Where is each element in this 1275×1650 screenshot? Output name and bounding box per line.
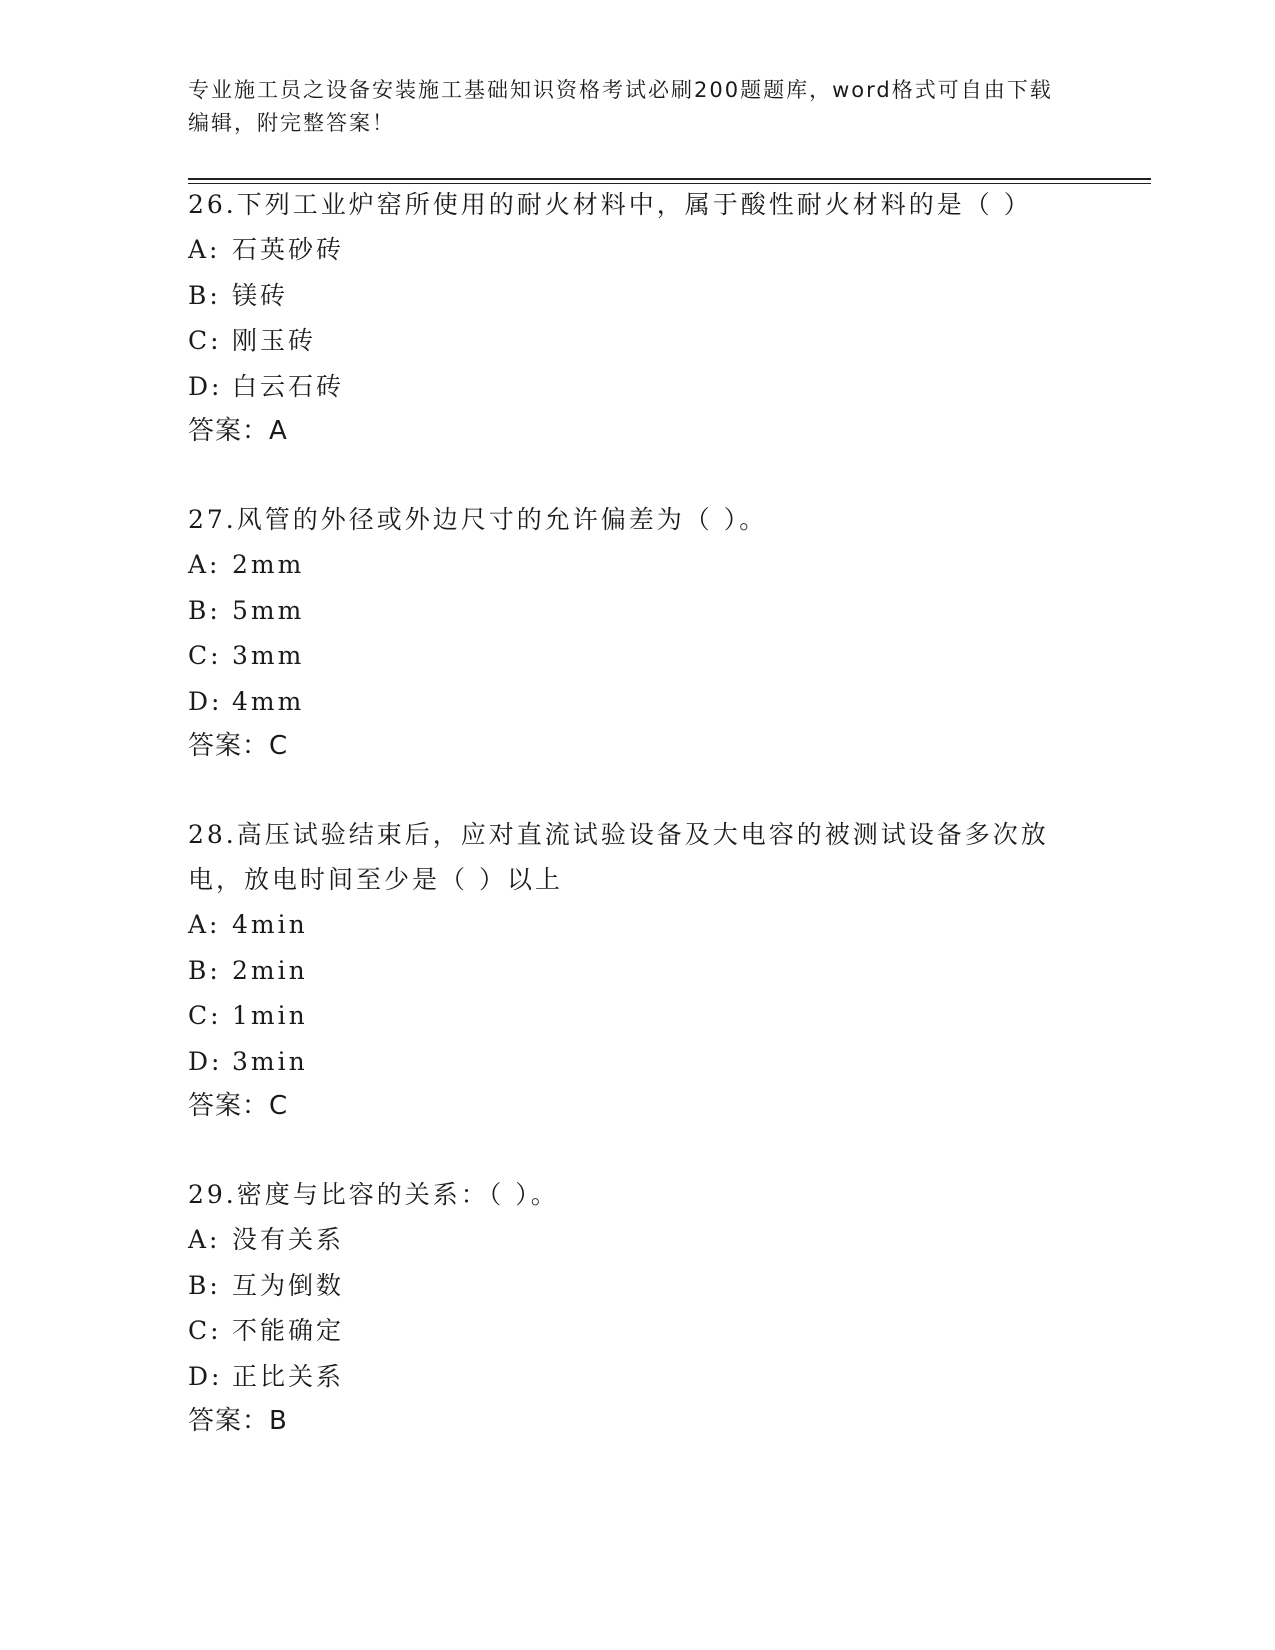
option-key: C: [188,1316,222,1345]
option-text: 不能确定 [232,1316,345,1345]
option-key: B: [188,1270,221,1300]
option-key: D: [188,371,223,401]
option-d [188,364,1088,410]
option-b [188,1263,1088,1309]
option-a [188,227,1088,273]
question-stem: 28.高压试验结束后，应对直流试验设备及大电容的被测试设备多次放电，放电时间至少是（ ）以上 [188,820,1049,894]
option-key: C: [188,641,222,670]
option-key: D: [188,1046,223,1076]
option-a [188,1217,1088,1263]
option-key: A: [188,910,221,939]
option-c [188,993,1088,1039]
option-key: C: [188,1001,222,1030]
option-text: 石英砂砖 [232,235,345,264]
header-rule-thick [188,178,1151,180]
option-text: 刚玉砖 [232,326,317,355]
question-27 [188,497,1088,769]
option-d [188,1354,1088,1400]
option-text: 5mm [232,595,305,625]
option-text: 3min [232,1046,308,1076]
answer-line: 答案：B [188,1406,288,1436]
option-key: B: [188,595,221,625]
option-key: D: [188,1361,223,1391]
option-key: B: [188,280,221,310]
option-text: 2min [232,955,308,985]
option-key: A: [188,235,221,264]
option-a [188,902,1088,948]
option-text: 互为倒数 [232,1270,345,1300]
option-key: A: [188,550,221,579]
option-b [188,948,1088,994]
question-stem: 26.下列工业炉窑所使用的耐火材料中，属于酸性耐火材料的是（ ） [188,190,1032,219]
option-c [188,1308,1088,1354]
option-c [188,633,1088,679]
option-text: 2mm [232,550,305,579]
option-text: 3mm [232,641,305,670]
option-text: 1min [232,1001,308,1030]
option-b [188,588,1088,634]
question-29 [188,1172,1088,1444]
question-stem: 29.密度与比容的关系：（ ）。 [188,1180,559,1209]
option-text: 白云石砖 [232,371,345,401]
question-stem: 27.风管的外径或外边尺寸的允许偏差为（ ）。 [188,505,768,534]
option-key: A: [188,1225,221,1254]
option-text: 没有关系 [232,1225,345,1254]
option-b [188,273,1088,319]
option-key: B: [188,955,221,985]
document-header: 专业施工员之设备安装施工基础知识资格考试必刷200题题库，word格式可自由下载编辑，附完整答案！ [188,78,1053,135]
answer-line: 答案：C [188,731,289,761]
question-26 [188,182,1088,454]
option-key: D: [188,686,223,716]
question-28 [188,812,1088,1129]
option-d [188,1039,1088,1085]
option-a [188,542,1088,588]
option-d [188,679,1088,725]
option-key: C: [188,326,222,355]
option-text: 4mm [232,686,305,716]
answer-line: 答案：A [188,416,288,446]
option-text: 镁砖 [232,280,289,310]
option-text: 4min [232,910,308,939]
option-c [188,318,1088,364]
answer-line: 答案：C [188,1091,289,1121]
option-text: 正比关系 [232,1361,345,1391]
